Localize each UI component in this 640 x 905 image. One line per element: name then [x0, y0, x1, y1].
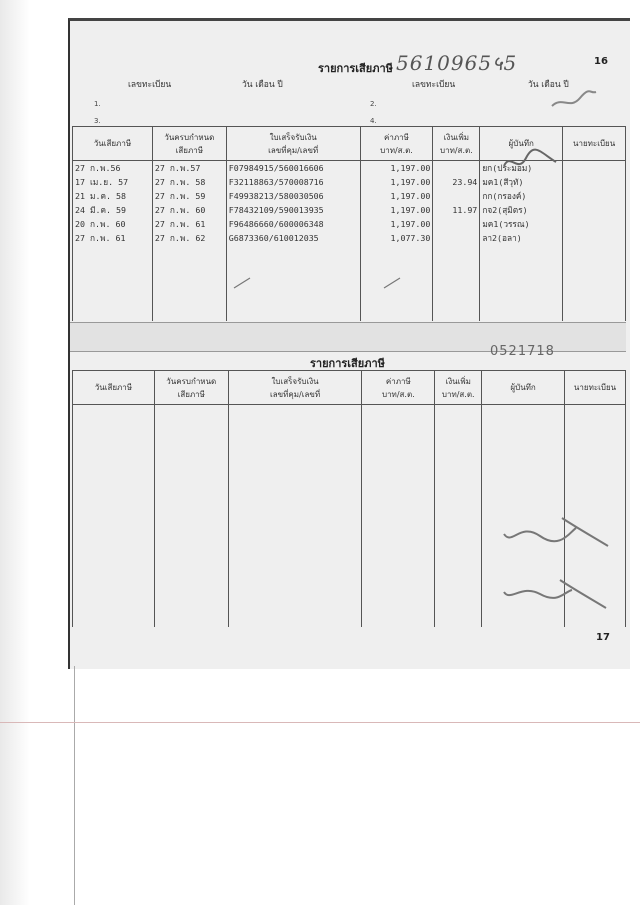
table-cell: 27 ก.พ. 61 [75, 233, 126, 243]
page-edge-line [74, 666, 75, 905]
reg-label-1: เลขทะเบียน [128, 80, 172, 90]
date-label-1: วัน เดือน ปี [242, 80, 283, 90]
line-number: 2. [370, 100, 377, 108]
table-cell: 1,197.00 [390, 177, 431, 187]
table-cell [433, 189, 479, 203]
table-cell: กก(กรองค์) [482, 191, 527, 201]
table-cell: 1,197.00 [390, 205, 431, 215]
table-cell: F96486660/600006348 [228, 219, 324, 229]
table-cell: F32118863/570008716 [228, 177, 324, 187]
table-header-row [73, 371, 626, 405]
margin-line [0, 722, 640, 723]
tick-mark [232, 276, 252, 290]
dates-cell [73, 161, 153, 321]
table-cell: 23.94 [452, 177, 478, 187]
col-receipt: ใบเสร็จรับเงิน เลขที่คุม/เลขที่ [226, 127, 360, 161]
handwritten-number: 5610965५5 [396, 51, 518, 75]
table-cell [433, 161, 479, 175]
col-surcharge: เงินเพิ่ม บาท/ส.ต. [433, 127, 480, 161]
table-cell: 27 ก.พ. 59 [154, 191, 206, 201]
col-payment-date: วันเสียภาษี [73, 371, 155, 405]
table-cell: มค1(สีวุทั) [482, 177, 524, 187]
bottom-section-title: รายการเสียภาษี [310, 357, 385, 370]
table-cell: 1,197.00 [390, 219, 431, 229]
table-cell: 21 ม.ค. 58 [75, 191, 126, 201]
col-due-date: วันครบกำหนด เสียภาษี [154, 371, 228, 405]
table-cell: 20 ก.พ. 60 [75, 219, 126, 229]
table-cell: 27 ก.พ. 61 [154, 219, 206, 229]
signature-mark [500, 572, 612, 612]
table-cell: 17 เม.ย. 57 [75, 177, 129, 187]
due-cell [152, 161, 226, 321]
col-recorder: ผู้บันทึก [480, 127, 563, 161]
table-cell: ลา2(อลา) [482, 233, 522, 243]
table-cell: 24 มี.ค. 59 [75, 205, 126, 215]
top-section-title: รายการเสียภาษี [318, 62, 393, 75]
col-tax: ค่าภาษี บาท/ส.ต. [360, 127, 433, 161]
tax-cell [360, 161, 433, 321]
receipt-cell [226, 161, 360, 321]
table-body [73, 161, 626, 321]
table-cell: 27 ก.พ.56 [75, 163, 121, 173]
reg-label-2: เลขทะเบียน [412, 80, 456, 90]
table-cell: 27 ก.พ. 62 [154, 233, 206, 243]
signature-mark [548, 88, 598, 112]
signature-mark [500, 512, 612, 552]
surcharge-cell [433, 161, 480, 321]
col-payment-date: วันเสียภาษี [73, 127, 153, 161]
line-number: 4. [370, 117, 377, 125]
col-due-date: วันครบกำหนด เสียภาษี [152, 127, 226, 161]
table-cell: G6873360/610012035 [228, 233, 319, 243]
page-number-top: 16 [594, 56, 608, 67]
col-receipt: ใบเสร็จรับเงิน เลขที่คุม/เลขที่ [228, 371, 362, 405]
table-cell: 1,077.30 [390, 233, 431, 243]
col-recorder: ผู้บันทึก [482, 371, 565, 405]
scan-shadow [0, 0, 30, 905]
table-cell: 27 ก.พ. 60 [154, 205, 206, 215]
registrar-cell [563, 161, 626, 321]
table-cell: F49938213/580030506 [228, 191, 324, 201]
line-number: 3. [94, 117, 101, 125]
page-number-bottom: 17 [596, 632, 610, 643]
table-cell: มค1(วรรณ) [482, 219, 530, 229]
col-tax: ค่าภาษี บาท/ส.ต. [362, 371, 435, 405]
table-cell [433, 217, 479, 231]
recorder-cell [480, 161, 563, 321]
table-cell: ยก(ประมอม) [482, 163, 533, 173]
table-cell: F78432109/590013935 [228, 205, 324, 215]
table-cell: 27 ก.พ.57 [154, 163, 201, 173]
faded-number: 0521718 [490, 344, 555, 359]
table-cell: กจ2(สุมิตร) [482, 205, 528, 215]
table-cell: 11.97 [452, 205, 478, 215]
tick-mark [382, 276, 402, 290]
date-label-2: วัน เดือน ปี [528, 80, 569, 90]
table-cell: F07984915/560016606 [228, 163, 324, 173]
table-cell: 1,197.00 [390, 163, 431, 173]
col-registrar: นายทะเบียน [565, 371, 626, 405]
col-surcharge: เงินเพิ่ม บาท/ส.ต. [435, 371, 482, 405]
table-cell: 27 ก.พ. 58 [154, 177, 206, 187]
signature-mark [500, 146, 560, 174]
table-cell: 1,197.00 [390, 191, 431, 201]
table-cell [433, 231, 479, 245]
col-registrar: นายทะเบียน [563, 127, 626, 161]
line-number: 1. [94, 100, 101, 108]
